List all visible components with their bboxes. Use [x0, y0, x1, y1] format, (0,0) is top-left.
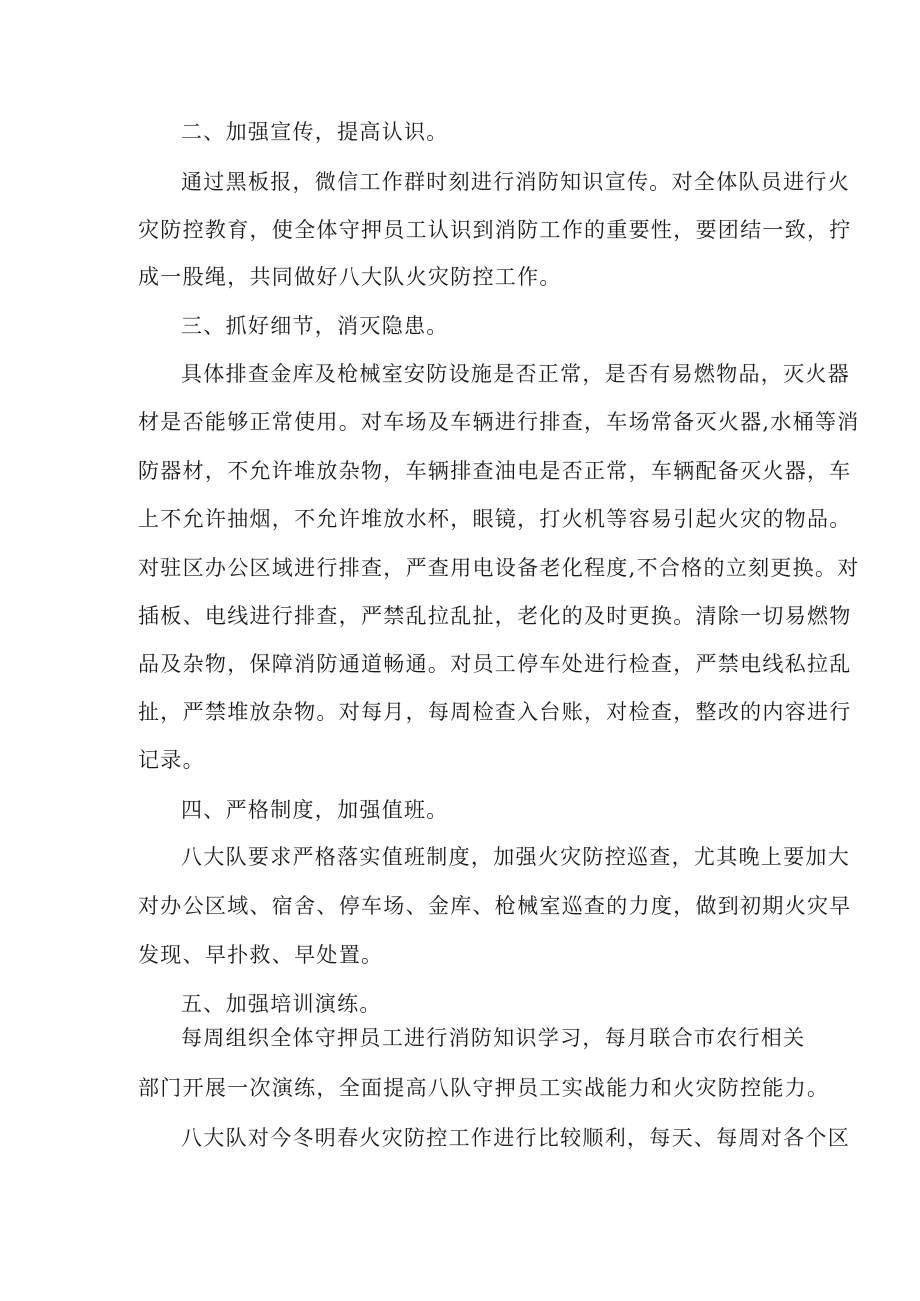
- paragraph-line: 具体排查金库及枪械室安防设施是否正常，是否有易燃物品，灭火器: [181, 362, 850, 386]
- paragraph-line: 记录。: [138, 748, 205, 772]
- section-heading-3: 三、抓好细节，消灭隐患。: [181, 314, 449, 338]
- paragraph-line: 每周组织全体守押员工进行消防知识学习，每月联合市农行相关: [181, 1026, 806, 1050]
- section-heading-2: 二、加强宣传，提高认识。: [181, 120, 449, 144]
- paragraph-line: 对驻区办公区域进行排查，严查用电设备老化程度,不合格的立刻更换。对: [138, 556, 860, 580]
- paragraph-line: 上不允许抽烟，不允许堆放水杯，眼镜，打火机等容易引起火灾的物品。: [138, 507, 852, 531]
- paragraph-line: 品及杂物，保障消防通道畅通。对员工停车处进行检查，严禁电线私拉乱: [138, 652, 852, 676]
- paragraph-line: 防器材，不允许堆放杂物，车辆排查油电是否正常，车辆配备灭火器，车: [138, 459, 852, 483]
- section-heading-4: 四、严格制度，加强值班。: [181, 798, 449, 822]
- paragraph-line: 通过黑板报，微信工作群时刻进行消防知识宣传。对全体队员进行火: [181, 170, 850, 194]
- paragraph-line: 部门开展一次演练，全面提高八队守押员工实战能力和火灾防控能力。: [138, 1076, 830, 1100]
- paragraph-line: 发现、早扑救、早处置。: [138, 943, 384, 967]
- section-heading-5: 五、加强培训演练。: [181, 992, 382, 1016]
- paragraph-line: 扯，严禁堆放杂物。对每月，每周检查入台账，对检查，整改的内容进行: [138, 700, 852, 724]
- paragraph-line: 成一股绳，共同做好八大队火灾防控工作。: [138, 265, 562, 289]
- paragraph-line: 八大队对今冬明春火灾防控工作进行比较顺利，每天、每周对各个区: [181, 1126, 850, 1150]
- paragraph-line: 插板、电线进行排查，严禁乱拉乱扯，老化的及时更换。清除一切易燃物: [138, 604, 852, 628]
- paragraph-line: 灾防控教育，使全体守押员工认识到消防工作的重要性，要团结一致，拧: [138, 218, 852, 242]
- paragraph-line: 八大队要求严格落实值班制度，加强火灾防控巡查，尤其晚上要加大: [181, 845, 850, 869]
- paragraph-line: 材是否能够正常使用。对车场及车辆进行排查，车场常备灭火器,水桶等消: [138, 410, 860, 434]
- paragraph-line: 对办公区域、宿舍、停车场、金库、枪械室巡查的力度，做到初期火灾早: [138, 894, 852, 918]
